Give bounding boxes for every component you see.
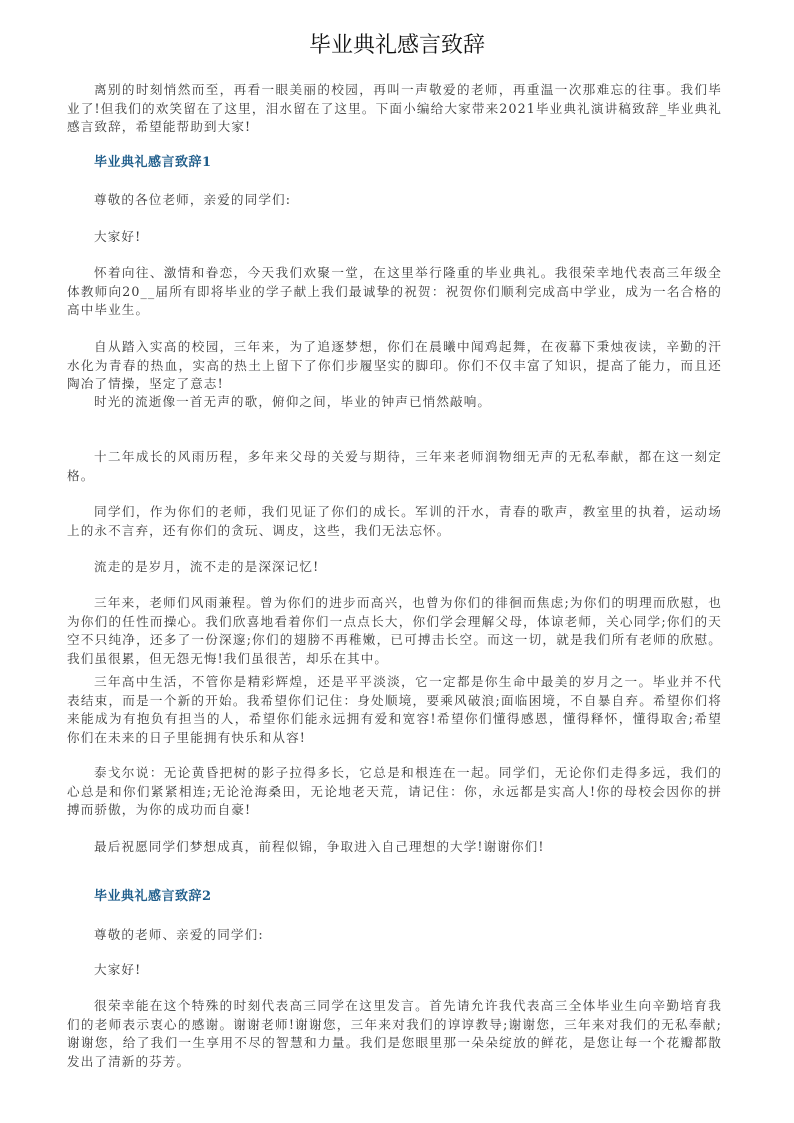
paragraph: 最后祝愿同学们梦想成真，前程似锦，争取进入自己理想的大学!谢谢你们! — [94, 839, 545, 854]
paragraph: 三年来，老师们风雨兼程。曾为你们的进步而高兴，也曾为你们的徘徊而焦虑;为你们的明理而欣慰，也为你们的任性而操心。我们欣喜地看着你们一点点长大，你们学会理解父母，体谅老师，关心同学;你们的天空不只纯净，还多了一份深邃;你们的翅膀不再稚嫩，已可搏击长空。而这一切，就是我们所有老师的欣慰。我们虽很累，但无怨无悔!我们虽很苦，却乐在其中。 — [67, 595, 722, 667]
paragraph: 十二年成长的风雨历程，多年来父母的关爱与期待，三年来老师润物细无声的无私奉献，都在这一刻定格。 — [67, 449, 722, 483]
paragraph: 流走的是岁月，流不走的是深深记忆! — [94, 559, 320, 574]
paragraph: 怀着向往、激情和眷恋，今天我们欢聚一堂，在这里举行隆重的毕业典礼。我很荣幸地代表高三年级全体教师向20__届所有即将毕业的学子献上我们最诚挚的祝贺：祝贺你们顺利完成高中学业，成为一名合格的高中毕业生。 — [67, 265, 722, 318]
paragraph: 同学们，作为你们的老师，我们见证了你们的成长。军训的汗水，青春的歌声，教室里的执着，运动场上的永不言弃，还有你们的贪玩、调皮，这些，我们无法忘怀。 — [67, 504, 722, 538]
intro-paragraph: 离别的时刻悄然而至，再看一眼美丽的校园，再叫一声敬爱的老师，再重温一次那难忘的往事。我们毕业了!但我们的欢笑留在了这里，泪水留在了这里。下面小编给大家带来2021毕业典礼演讲稿致辞_毕业典礼感言致辞，希望能帮助到大家! — [67, 82, 722, 135]
paragraph: 尊敬的老师、亲爱的同学们: — [94, 927, 264, 942]
paragraph: 大家好! — [94, 962, 142, 977]
section-heading-1: 毕业典礼感言致辞1 — [94, 155, 212, 170]
paragraph: 时光的流逝像一首无声的歌，俯仰之间，毕业的钟声已悄然敲响。 — [94, 394, 492, 409]
paragraph: 很荣幸能在这个特殊的时刻代表高三同学在这里发言。首先请允许我代表高三全体毕业生向辛勤培育我们的老师表示衷心的感谢。谢谢老师!谢谢您，三年来对我们的谆谆教导;谢谢您，三年来对我们的无私奉献;谢谢您，给了我们一生享用不尽的智慧和力量。我们是您眼里那一朵朵绽放的鲜花，是您让每一个花瓣都散发出了清新的芬芳。 — [67, 998, 722, 1070]
document-title: 毕业典礼感言致辞 — [308, 33, 485, 58]
section-heading-2: 毕业典礼感言致辞2 — [94, 889, 212, 904]
paragraph: 大家好! — [94, 229, 142, 244]
paragraph: 尊敬的各位老师，亲爱的同学们: — [94, 192, 292, 207]
paragraph: 自从踏入实高的校园，三年来，为了追逐梦想，你们在晨曦中闻鸡起舞，在夜幕下秉烛夜读，辛勤的汗水化为青春的热血，实高的热土上留下了你们步履坚实的脚印。你们不仅丰富了知识，提高了能力，而且还陶冶了情操，坚定了意志! — [67, 339, 722, 392]
paragraph: 三年高中生活，不管你是精彩辉煌，还是平平淡淡，它一定都是你生命中最美的岁月之一。毕业并不代表结束，而是一个新的开始。我希望你们记住：身处顺境，要乘风破浪;面临困境，不自暴自弃。希望你们将来能成为有抱负有担当的人，希望你们能永远拥有爱和宽容!希望你们懂得感恩，懂得释怀，懂得取舍;希望你们在未来的日子里能拥有快乐和从容! — [67, 674, 722, 746]
paragraph: 泰戈尔说：无论黄昏把树的影子拉得多长，它总是和根连在一起。同学们，无论你们走得多远，我们的心总是和你们紧紧相连;无论沧海桑田，无论地老天荒，请记住：你，永远都是实高人!你的母校会因你的拼搏而骄傲，为你的成功而自豪! — [67, 765, 722, 818]
